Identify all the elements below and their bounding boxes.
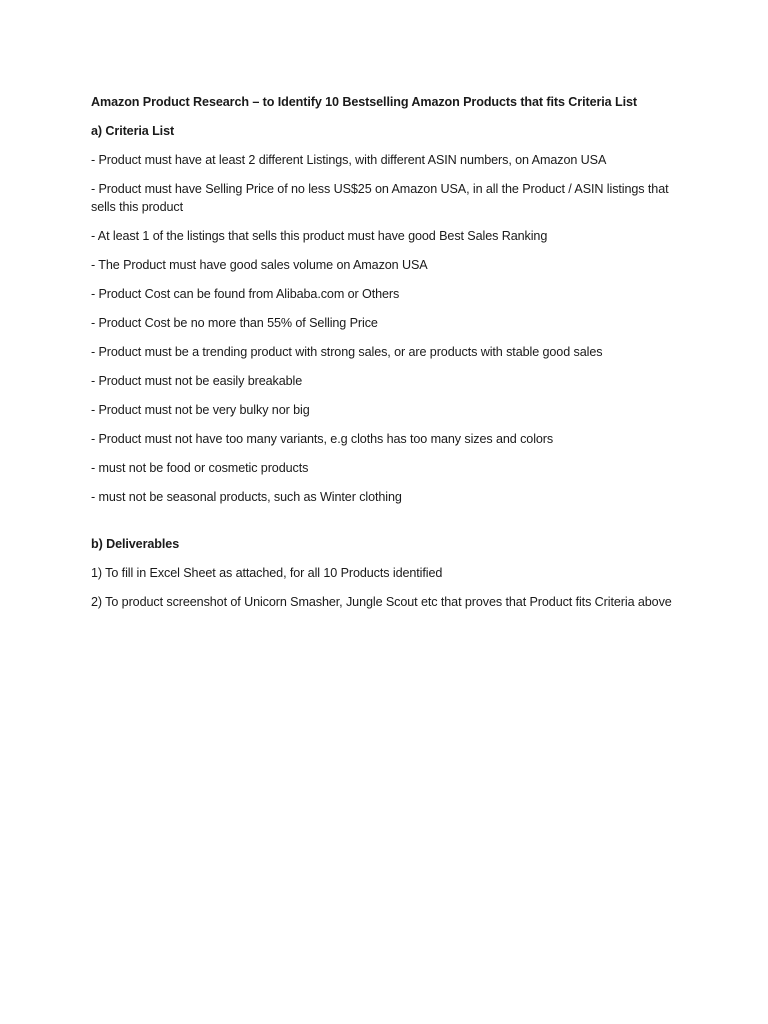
criteria-item: - Product must not be easily breakable <box>91 374 303 388</box>
document-body <box>91 93 691 622</box>
section-spacer <box>91 517 691 535</box>
criteria-item: - Product must have Selling Price of no less US$25 on Amazon USA, in all the Product / ASIN listings that sells this product <box>91 182 669 214</box>
deliverable-item: 1) To fill in Excel Sheet as attached, for all 10 Products identified <box>91 566 443 580</box>
criteria-item: - must not be food or cosmetic products <box>91 461 309 475</box>
criteria-item: - At least 1 of the listings that sells this product must have good Best Sales Ranking <box>91 229 548 243</box>
criteria-item: - Product Cost can be found from Alibaba.com or Others <box>91 287 400 301</box>
criteria-item: - The Product must have good sales volume on Amazon USA <box>91 258 428 272</box>
criteria-item: - Product must not be very bulky nor big <box>91 403 310 417</box>
criteria-item: - must not be seasonal products, such as Winter clothing <box>91 490 402 504</box>
criteria-item: - Product must not have too many variants, e.g cloths has too many sizes and colors <box>91 432 554 446</box>
deliverable-item: 2) To product screenshot of Unicorn Smasher, Jungle Scout etc that proves that Product fits Criteria above <box>91 595 672 609</box>
criteria-item: - Product Cost be no more than 55% of Selling Price <box>91 316 378 330</box>
criteria-item: - Product must be a trending product with strong sales, or are products with stable good sales <box>91 345 603 359</box>
document-title: Amazon Product Research – to Identify 10 Bestselling Amazon Products that fits Criteria List <box>91 95 637 109</box>
section-b-heading: b) Deliverables <box>91 537 180 551</box>
section-a-heading: a) Criteria List <box>91 124 175 138</box>
criteria-item: - Product must have at least 2 different Listings, with different ASIN numbers, on Amazon USA <box>91 153 607 167</box>
